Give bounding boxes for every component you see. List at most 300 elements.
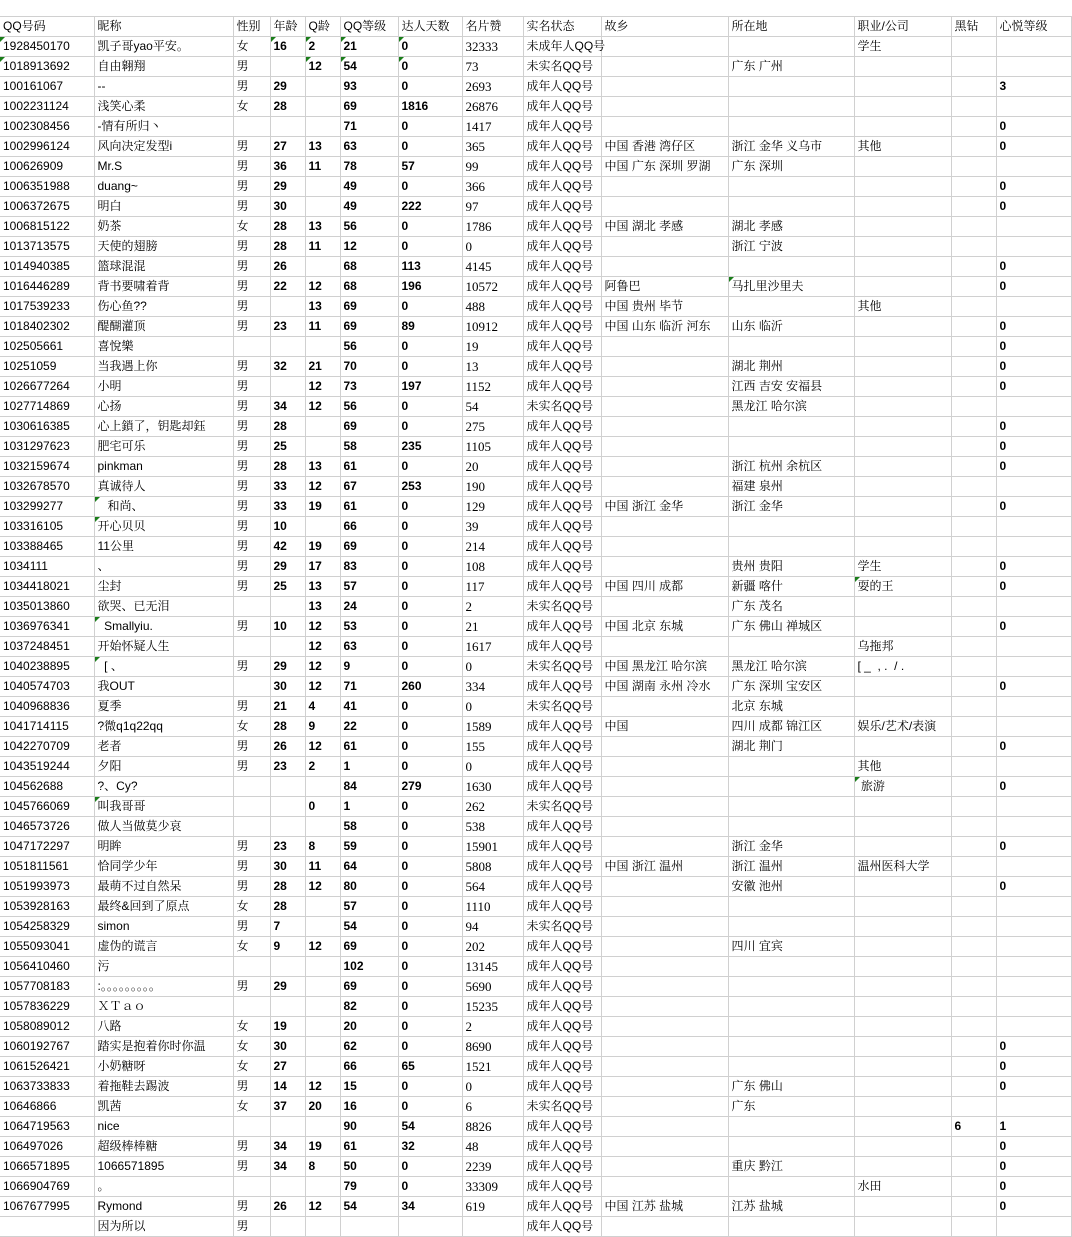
- cell-hometown[interactable]: [601, 77, 728, 97]
- cell-status[interactable]: 成年人QQ号: [523, 757, 601, 777]
- cell-level[interactable]: 49: [340, 177, 398, 197]
- cell-age[interactable]: 25: [270, 577, 305, 597]
- cell-age[interactable]: 22: [270, 277, 305, 297]
- cell-job[interactable]: [854, 1057, 951, 1077]
- column-header-qq[interactable]: QQ号码: [0, 17, 94, 37]
- cell-days[interactable]: 0: [398, 237, 462, 257]
- cell-hometown[interactable]: 中国 广东 深圳 罗湖: [601, 157, 728, 177]
- cell-qage[interactable]: 19: [305, 1137, 340, 1157]
- cell-level[interactable]: 9: [340, 657, 398, 677]
- cell-level[interactable]: 68: [340, 257, 398, 277]
- cell-xinyue[interactable]: [996, 757, 1071, 777]
- cell-qq[interactable]: 1055093041: [0, 937, 94, 957]
- cell-level[interactable]: 54: [340, 917, 398, 937]
- cell-location[interactable]: 广东 广州: [728, 57, 854, 77]
- cell-nick[interactable]: 八路: [94, 1017, 233, 1037]
- cell-qq[interactable]: 1006815122: [0, 217, 94, 237]
- cell-gender[interactable]: 男: [233, 657, 270, 677]
- cell-black[interactable]: [951, 77, 996, 97]
- cell-gender[interactable]: 男: [233, 917, 270, 937]
- cell-xinyue[interactable]: [996, 57, 1071, 77]
- cell-hometown[interactable]: [601, 177, 728, 197]
- cell-likes[interactable]: 13145: [462, 957, 523, 977]
- cell-job[interactable]: [854, 817, 951, 837]
- cell-location[interactable]: [728, 197, 854, 217]
- cell-age[interactable]: 28: [270, 877, 305, 897]
- cell-xinyue[interactable]: 0: [996, 837, 1071, 857]
- cell-gender[interactable]: [233, 1117, 270, 1137]
- cell-qage[interactable]: [305, 77, 340, 97]
- cell-job[interactable]: 乌拖邦: [854, 637, 951, 657]
- cell-qq[interactable]: 103299277: [0, 497, 94, 517]
- cell-status[interactable]: 成年人QQ号: [523, 117, 601, 137]
- cell-location[interactable]: 湖北 荆门: [728, 737, 854, 757]
- cell-location[interactable]: 湖北 孝感: [728, 217, 854, 237]
- cell-status[interactable]: 未成年人QQ号: [523, 37, 601, 57]
- cell-black[interactable]: [951, 337, 996, 357]
- cell-status[interactable]: 成年人QQ号: [523, 717, 601, 737]
- cell-nick[interactable]: 1066571895: [94, 1157, 233, 1177]
- column-header-job[interactable]: 职业/公司: [854, 17, 951, 37]
- cell-status[interactable]: 成年人QQ号: [523, 557, 601, 577]
- cell-status[interactable]: 成年人QQ号: [523, 217, 601, 237]
- cell-xinyue[interactable]: [996, 917, 1071, 937]
- cell-gender[interactable]: 男: [233, 977, 270, 997]
- cell-likes[interactable]: 1105: [462, 437, 523, 457]
- cell-location[interactable]: 广东 茂名: [728, 597, 854, 617]
- cell-age[interactable]: 32: [270, 357, 305, 377]
- cell-qage[interactable]: [305, 417, 340, 437]
- cell-black[interactable]: [951, 137, 996, 157]
- cell-days[interactable]: 0: [398, 537, 462, 557]
- cell-status[interactable]: 成年人QQ号: [523, 637, 601, 657]
- cell-gender[interactable]: 女: [233, 897, 270, 917]
- cell-status[interactable]: 成年人QQ号: [523, 297, 601, 317]
- cell-job[interactable]: [854, 917, 951, 937]
- cell-gender[interactable]: 男: [233, 377, 270, 397]
- cell-days[interactable]: 113: [398, 257, 462, 277]
- cell-black[interactable]: [951, 237, 996, 257]
- cell-days[interactable]: 0: [398, 397, 462, 417]
- cell-likes[interactable]: 564: [462, 877, 523, 897]
- cell-hometown[interactable]: 中国: [601, 717, 728, 737]
- cell-hometown[interactable]: [601, 57, 728, 77]
- cell-days[interactable]: 197: [398, 377, 462, 397]
- cell-black[interactable]: [951, 597, 996, 617]
- cell-likes[interactable]: 0: [462, 1077, 523, 1097]
- cell-nick[interactable]: [ 、: [94, 657, 233, 677]
- cell-age[interactable]: [270, 297, 305, 317]
- cell-qage[interactable]: 11: [305, 857, 340, 877]
- cell-qq[interactable]: 1057708183: [0, 977, 94, 997]
- cell-qq[interactable]: 1042270709: [0, 737, 94, 757]
- cell-xinyue[interactable]: 0: [996, 437, 1071, 457]
- cell-qage[interactable]: [305, 437, 340, 457]
- cell-likes[interactable]: 117: [462, 577, 523, 597]
- cell-likes[interactable]: 20: [462, 457, 523, 477]
- cell-days[interactable]: 0: [398, 117, 462, 137]
- cell-job[interactable]: [854, 397, 951, 417]
- cell-age[interactable]: [270, 377, 305, 397]
- cell-hometown[interactable]: [601, 437, 728, 457]
- cell-xinyue[interactable]: [996, 1217, 1071, 1237]
- cell-qage[interactable]: [305, 1017, 340, 1037]
- cell-qq[interactable]: 1002996124: [0, 137, 94, 157]
- cell-location[interactable]: 浙江 金华: [728, 497, 854, 517]
- cell-location[interactable]: [728, 97, 854, 117]
- cell-nick[interactable]: 因为所以: [94, 1217, 233, 1237]
- cell-qage[interactable]: [305, 1117, 340, 1137]
- cell-nick[interactable]: 着拖鞋去踢波: [94, 1077, 233, 1097]
- cell-location[interactable]: 广东 佛山: [728, 1077, 854, 1097]
- cell-location[interactable]: 新疆 喀什: [728, 577, 854, 597]
- cell-likes[interactable]: 99: [462, 157, 523, 177]
- cell-level[interactable]: 82: [340, 997, 398, 1017]
- cell-hometown[interactable]: [601, 837, 728, 857]
- cell-location[interactable]: 四川 成都 锦江区: [728, 717, 854, 737]
- cell-gender[interactable]: 男: [233, 237, 270, 257]
- cell-qage[interactable]: 12: [305, 1197, 340, 1217]
- cell-level[interactable]: 1: [340, 797, 398, 817]
- cell-days[interactable]: 0: [398, 1177, 462, 1197]
- cell-age[interactable]: [270, 337, 305, 357]
- cell-xinyue[interactable]: 0: [996, 557, 1071, 577]
- cell-likes[interactable]: 54: [462, 397, 523, 417]
- cell-location[interactable]: [728, 1037, 854, 1057]
- cell-hometown[interactable]: [601, 357, 728, 377]
- cell-nick[interactable]: 超级棒棒糖: [94, 1137, 233, 1157]
- cell-level[interactable]: 58: [340, 437, 398, 457]
- cell-age[interactable]: 36: [270, 157, 305, 177]
- cell-status[interactable]: 成年人QQ号: [523, 457, 601, 477]
- cell-gender[interactable]: 女: [233, 1057, 270, 1077]
- cell-hometown[interactable]: [601, 257, 728, 277]
- cell-xinyue[interactable]: [996, 997, 1071, 1017]
- cell-nick[interactable]: --: [94, 77, 233, 97]
- cell-xinyue[interactable]: 0: [996, 1177, 1071, 1197]
- cell-gender[interactable]: 男: [233, 397, 270, 417]
- cell-qq[interactable]: 1034111: [0, 557, 94, 577]
- cell-hometown[interactable]: [601, 237, 728, 257]
- cell-job[interactable]: [854, 1097, 951, 1117]
- cell-days[interactable]: 65: [398, 1057, 462, 1077]
- cell-hometown[interactable]: [601, 1157, 728, 1177]
- cell-job[interactable]: [854, 497, 951, 517]
- cell-days[interactable]: 0: [398, 577, 462, 597]
- cell-age[interactable]: 34: [270, 1137, 305, 1157]
- column-header-black[interactable]: 黑钻: [951, 17, 996, 37]
- cell-xinyue[interactable]: [996, 37, 1071, 57]
- cell-qage[interactable]: 12: [305, 477, 340, 497]
- cell-black[interactable]: [951, 657, 996, 677]
- cell-xinyue[interactable]: 0: [996, 457, 1071, 477]
- cell-hometown[interactable]: 中国 北京 东城: [601, 617, 728, 637]
- cell-black[interactable]: [951, 117, 996, 137]
- cell-job[interactable]: [854, 277, 951, 297]
- cell-days[interactable]: 0: [398, 797, 462, 817]
- cell-xinyue[interactable]: 0: [996, 677, 1071, 697]
- cell-nick[interactable]: Mr.S: [94, 157, 233, 177]
- cell-qq[interactable]: 1002231124: [0, 97, 94, 117]
- cell-nick[interactable]: 、: [94, 557, 233, 577]
- cell-xinyue[interactable]: 0: [996, 497, 1071, 517]
- cell-nick[interactable]: 和尚、: [94, 497, 233, 517]
- cell-black[interactable]: [951, 997, 996, 1017]
- cell-nick[interactable]: 明眸: [94, 837, 233, 857]
- cell-location[interactable]: 福建 泉州: [728, 477, 854, 497]
- cell-job[interactable]: [854, 377, 951, 397]
- cell-level[interactable]: 53: [340, 617, 398, 637]
- cell-likes[interactable]: 94: [462, 917, 523, 937]
- cell-status[interactable]: 成年人QQ号: [523, 477, 601, 497]
- cell-gender[interactable]: 女: [233, 1017, 270, 1037]
- cell-xinyue[interactable]: [996, 97, 1071, 117]
- cell-hometown[interactable]: [601, 457, 728, 477]
- cell-status[interactable]: 成年人QQ号: [523, 857, 601, 877]
- cell-level[interactable]: 80: [340, 877, 398, 897]
- cell-status[interactable]: 成年人QQ号: [523, 157, 601, 177]
- cell-job[interactable]: [854, 1157, 951, 1177]
- cell-qq[interactable]: 1036976341: [0, 617, 94, 637]
- cell-xinyue[interactable]: 0: [996, 617, 1071, 637]
- cell-likes[interactable]: 10912: [462, 317, 523, 337]
- cell-gender[interactable]: [233, 677, 270, 697]
- cell-status[interactable]: 成年人QQ号: [523, 1077, 601, 1097]
- cell-hometown[interactable]: [601, 957, 728, 977]
- cell-nick[interactable]: 风向决定发型i: [94, 137, 233, 157]
- cell-xinyue[interactable]: [996, 637, 1071, 657]
- cell-qage[interactable]: 17: [305, 557, 340, 577]
- cell-nick[interactable]: 凯子哥yao平安。: [94, 37, 233, 57]
- cell-qage[interactable]: 12: [305, 57, 340, 77]
- cell-level[interactable]: 57: [340, 897, 398, 917]
- cell-xinyue[interactable]: 0: [996, 137, 1071, 157]
- cell-gender[interactable]: 男: [233, 737, 270, 757]
- cell-days[interactable]: 0: [398, 217, 462, 237]
- cell-likes[interactable]: 13: [462, 357, 523, 377]
- cell-qage[interactable]: 13: [305, 457, 340, 477]
- cell-job[interactable]: [854, 57, 951, 77]
- cell-qq[interactable]: 1018913692: [0, 57, 94, 77]
- cell-likes[interactable]: 155: [462, 737, 523, 757]
- cell-hometown[interactable]: [601, 197, 728, 217]
- cell-gender[interactable]: [233, 637, 270, 657]
- cell-age[interactable]: 30: [270, 197, 305, 217]
- cell-status[interactable]: 未实名QQ号: [523, 697, 601, 717]
- cell-xinyue[interactable]: 0: [996, 257, 1071, 277]
- cell-nick[interactable]: 明白: [94, 197, 233, 217]
- cell-job[interactable]: [854, 237, 951, 257]
- cell-xinyue[interactable]: [996, 717, 1071, 737]
- cell-status[interactable]: 成年人QQ号: [523, 1017, 601, 1037]
- cell-qq[interactable]: 1040968836: [0, 697, 94, 717]
- cell-level[interactable]: 56: [340, 397, 398, 417]
- cell-location[interactable]: [728, 1137, 854, 1157]
- cell-level[interactable]: 84: [340, 777, 398, 797]
- cell-status[interactable]: 成年人QQ号: [523, 997, 601, 1017]
- cell-qage[interactable]: 8: [305, 837, 340, 857]
- cell-xinyue[interactable]: 0: [996, 1077, 1071, 1097]
- cell-qage[interactable]: 11: [305, 157, 340, 177]
- cell-days[interactable]: 0: [398, 637, 462, 657]
- cell-status[interactable]: 成年人QQ号: [523, 737, 601, 757]
- cell-location[interactable]: [728, 977, 854, 997]
- cell-black[interactable]: [951, 1097, 996, 1117]
- cell-xinyue[interactable]: 0: [996, 1197, 1071, 1217]
- cell-qq[interactable]: 1013713575: [0, 237, 94, 257]
- cell-likes[interactable]: 2: [462, 1017, 523, 1037]
- cell-age[interactable]: 26: [270, 737, 305, 757]
- cell-likes[interactable]: 5690: [462, 977, 523, 997]
- cell-days[interactable]: 260: [398, 677, 462, 697]
- cell-black[interactable]: [951, 497, 996, 517]
- cell-qage[interactable]: 12: [305, 397, 340, 417]
- cell-gender[interactable]: 男: [233, 277, 270, 297]
- cell-age[interactable]: [270, 637, 305, 657]
- cell-nick[interactable]: 浅笑心柔: [94, 97, 233, 117]
- cell-status[interactable]: 成年人QQ号: [523, 137, 601, 157]
- cell-days[interactable]: 0: [398, 357, 462, 377]
- cell-qq[interactable]: 1043519244: [0, 757, 94, 777]
- cell-days[interactable]: 0: [398, 977, 462, 997]
- cell-level[interactable]: 56: [340, 337, 398, 357]
- cell-qage[interactable]: [305, 1177, 340, 1197]
- cell-days[interactable]: 0: [398, 617, 462, 637]
- cell-job[interactable]: 其他: [854, 137, 951, 157]
- cell-gender[interactable]: 男: [233, 497, 270, 517]
- cell-days[interactable]: 0: [398, 497, 462, 517]
- cell-likes[interactable]: 108: [462, 557, 523, 577]
- cell-nick[interactable]: 我OUT: [94, 677, 233, 697]
- cell-xinyue[interactable]: 0: [996, 377, 1071, 397]
- cell-gender[interactable]: 女: [233, 1037, 270, 1057]
- cell-xinyue[interactable]: [996, 217, 1071, 237]
- cell-location[interactable]: [728, 437, 854, 457]
- cell-gender[interactable]: 男: [233, 837, 270, 857]
- cell-job[interactable]: [854, 97, 951, 117]
- cell-black[interactable]: [951, 757, 996, 777]
- cell-job[interactable]: [854, 317, 951, 337]
- cell-level[interactable]: 64: [340, 857, 398, 877]
- cell-job[interactable]: 学生: [854, 37, 951, 57]
- cell-status[interactable]: 成年人QQ号: [523, 937, 601, 957]
- cell-status[interactable]: 成年人QQ号: [523, 317, 601, 337]
- cell-qq[interactable]: 1041714115: [0, 717, 94, 737]
- cell-qq[interactable]: 1032678570: [0, 477, 94, 497]
- cell-hometown[interactable]: 中国 湖北 孝感: [601, 217, 728, 237]
- cell-xinyue[interactable]: [996, 157, 1071, 177]
- cell-location[interactable]: [728, 37, 854, 57]
- cell-xinyue[interactable]: 0: [996, 197, 1071, 217]
- cell-xinyue[interactable]: [996, 797, 1071, 817]
- cell-gender[interactable]: 男: [233, 157, 270, 177]
- cell-job[interactable]: [854, 437, 951, 457]
- cell-gender[interactable]: [233, 997, 270, 1017]
- cell-hometown[interactable]: [601, 117, 728, 137]
- cell-status[interactable]: 成年人QQ号: [523, 197, 601, 217]
- cell-status[interactable]: 成年人QQ号: [523, 617, 601, 637]
- cell-nick[interactable]: 篮球混混: [94, 257, 233, 277]
- cell-qq[interactable]: 1026677264: [0, 377, 94, 397]
- cell-nick[interactable]: 夕阳: [94, 757, 233, 777]
- cell-location[interactable]: 山东 临沂: [728, 317, 854, 337]
- cell-xinyue[interactable]: [996, 517, 1071, 537]
- cell-level[interactable]: 49: [340, 197, 398, 217]
- cell-location[interactable]: 四川 宜宾: [728, 937, 854, 957]
- cell-gender[interactable]: 男: [233, 537, 270, 557]
- cell-age[interactable]: 27: [270, 1057, 305, 1077]
- cell-days[interactable]: 222: [398, 197, 462, 217]
- cell-black[interactable]: [951, 1217, 996, 1237]
- cell-nick[interactable]: 心扬: [94, 397, 233, 417]
- cell-black[interactable]: [951, 917, 996, 937]
- cell-job[interactable]: 学生: [854, 557, 951, 577]
- column-header-days[interactable]: 达人天数: [398, 17, 462, 37]
- cell-days[interactable]: 0: [398, 717, 462, 737]
- cell-days[interactable]: 0: [398, 657, 462, 677]
- cell-days[interactable]: 0: [398, 77, 462, 97]
- cell-level[interactable]: 93: [340, 77, 398, 97]
- cell-likes[interactable]: 10572: [462, 277, 523, 297]
- cell-days[interactable]: 0: [398, 297, 462, 317]
- cell-location[interactable]: 黑龙江 哈尔滨: [728, 397, 854, 417]
- cell-status[interactable]: 成年人QQ号: [523, 277, 601, 297]
- cell-qq[interactable]: [0, 1217, 94, 1237]
- cell-days[interactable]: 253: [398, 477, 462, 497]
- cell-black[interactable]: [951, 637, 996, 657]
- cell-job[interactable]: [854, 257, 951, 277]
- cell-days[interactable]: 0: [398, 417, 462, 437]
- cell-gender[interactable]: 女: [233, 717, 270, 737]
- cell-status[interactable]: 成年人QQ号: [523, 97, 601, 117]
- cell-age[interactable]: [270, 1177, 305, 1197]
- cell-hometown[interactable]: [601, 1137, 728, 1157]
- cell-qq[interactable]: 1031297623: [0, 437, 94, 457]
- cell-nick[interactable]: 叫我哥哥: [94, 797, 233, 817]
- cell-qage[interactable]: [305, 517, 340, 537]
- cell-status[interactable]: 未实名QQ号: [523, 1097, 601, 1117]
- cell-age[interactable]: [270, 817, 305, 837]
- cell-qage[interactable]: [305, 337, 340, 357]
- cell-age[interactable]: [270, 797, 305, 817]
- cell-gender[interactable]: [233, 817, 270, 837]
- cell-xinyue[interactable]: 0: [996, 1037, 1071, 1057]
- cell-job[interactable]: [854, 417, 951, 437]
- cell-xinyue[interactable]: [996, 1017, 1071, 1037]
- cell-location[interactable]: [728, 797, 854, 817]
- cell-level[interactable]: 66: [340, 1057, 398, 1077]
- cell-black[interactable]: [951, 437, 996, 457]
- cell-status[interactable]: 成年人QQ号: [523, 677, 601, 697]
- cell-hometown[interactable]: 中国 黑龙江 哈尔滨: [601, 657, 728, 677]
- cell-qq[interactable]: 1017539233: [0, 297, 94, 317]
- cell-location[interactable]: [728, 177, 854, 197]
- cell-likes[interactable]: 538: [462, 817, 523, 837]
- cell-likes[interactable]: 5808: [462, 857, 523, 877]
- cell-nick[interactable]: ?、Cy?: [94, 777, 233, 797]
- cell-black[interactable]: [951, 1197, 996, 1217]
- cell-location[interactable]: [728, 637, 854, 657]
- cell-black[interactable]: [951, 177, 996, 197]
- cell-qage[interactable]: 20: [305, 1097, 340, 1117]
- cell-qq[interactable]: 103388465: [0, 537, 94, 557]
- column-header-status[interactable]: 实名状态: [523, 17, 601, 37]
- cell-status[interactable]: 未实名QQ号: [523, 657, 601, 677]
- cell-gender[interactable]: 男: [233, 257, 270, 277]
- cell-job[interactable]: [854, 517, 951, 537]
- cell-location[interactable]: 浙江 温州: [728, 857, 854, 877]
- cell-hometown[interactable]: [601, 757, 728, 777]
